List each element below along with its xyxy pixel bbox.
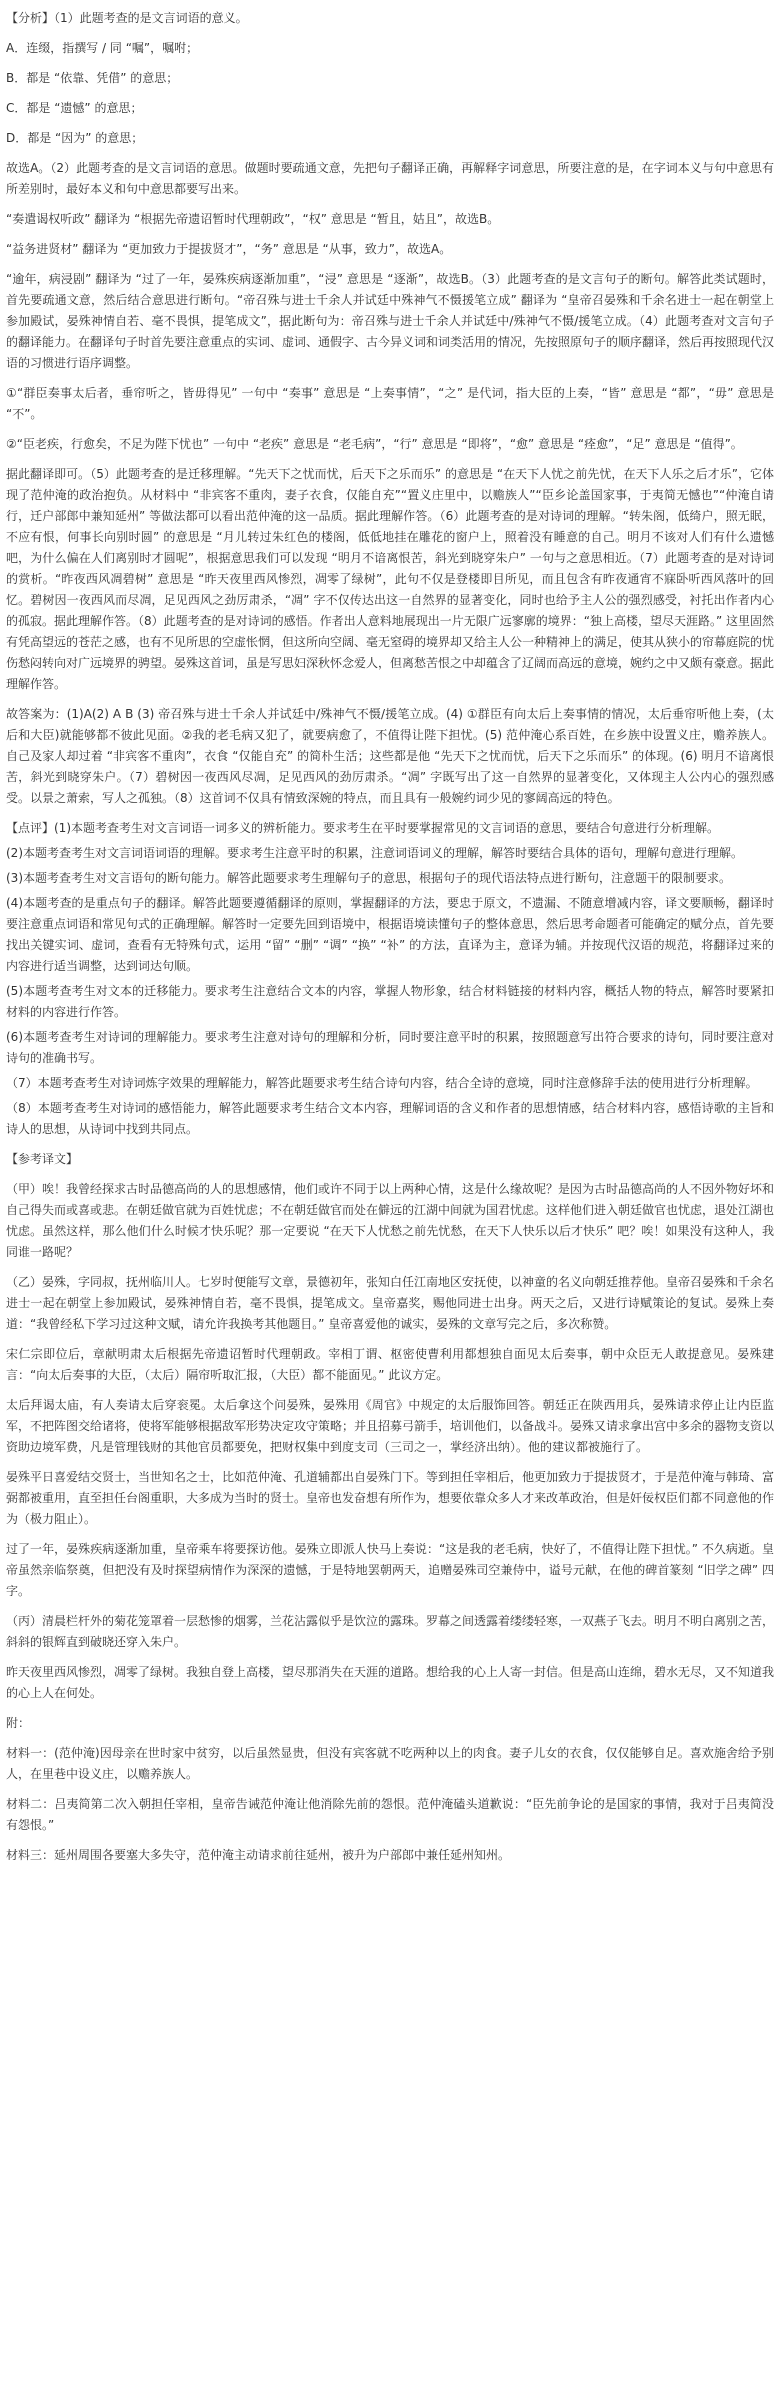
appendix-material: 材料二：吕夷简第二次入朝担任宰相，皇帝告诫范仲淹让他消除先前的怨恨。范仲淹磕头道歉说：“臣先前争论的是国家的事情，我对于吕夷简没有怨恨。”: [6, 1797, 774, 1832]
analysis-section: [6, 8, 774, 1140]
translation-paragraph: 昨天夜里西风惨烈，凋零了绿树。我独自登上高楼，望尽那消失在天涯的道路。想给我的心上人寄一封信。但是高山连绵，碧水无尽，又不知道我的心上人在何处。: [6, 1665, 775, 1700]
translation-paragraph: 宋仁宗即位后，章献明肃太后根据先帝遗诏暂时代理朝政。宰相丁谓、枢密使曹利用都想独自面见太后奏事，朝中众臣无人敢提意见。晏殊建言：“向太后奏事的大臣，（太后）隔帘听取汇报，（大臣）都不能面见。” 此议方定。: [6, 1347, 774, 1382]
analysis-paragraph: ①“群臣奏事太后者，垂帘听之，皆毋得见” 一句中 “奏事” 意思是 “上奏事情”，“之” 是代词，指大臣的上奏，“皆” 意思是 “都”，“毋” 意思是 “不”。: [6, 386, 774, 421]
comment-paragraph: (6)本题考查考生对诗词的理解能力。要求考生注意对诗句的理解和分析，同时要注意平时的积累，按照题意写出符合要求的诗句，同时要注意对诗句的准确书写。: [6, 1030, 774, 1065]
translation-heading: 【参考译文】: [6, 1152, 79, 1166]
analysis-paragraph: ②“臣老疾，行愈矣，不足为陛下忧也” 一句中 “老疾” 意思是 “老毛病”，“行” 意思是 “即将”，“愈” 意思是 “痊愈”，“足” 意思是 “值得”。: [6, 437, 743, 451]
option-b-note: B．都是 “依靠、凭借” 的意思；: [6, 71, 179, 85]
analysis-paragraph: 故选A。（2）此题考查的是文言词语的意思。做题时要疏通文意，先把句子翻译正确，再解释字词意思，所要注意的是，在字词本义与句中意思有所差别时，最好本义和句中意思都要写出来。: [6, 161, 774, 196]
comment-paragraph: （8）本题考查考生对诗词的感悟能力，解答此题要求考生结合文本内容，理解词语的含义和作者的思想情感，结合材料内容，感悟诗歌的主旨和诗人的思想，从诗词中找到共同点。: [6, 1101, 774, 1136]
appendix-material: 材料三：延州周围各要塞大多失守，范仲淹主动请求前往延州，被升为户部郎中兼任延州知州。: [6, 1848, 511, 1862]
analysis-paragraph: “奏遣谒权听政” 翻译为 “根据先帝遗诏暂时代理朝政”，“权” 意思是 “暂且，姑且”，故选B。: [6, 212, 500, 226]
appendix-heading: 附：: [6, 1716, 31, 1730]
analysis-paragraph: “益务进贤材” 翻译为 “更加致力于提拔贤才”，“务” 意思是 “从事，致力”，故选A。: [6, 242, 452, 256]
analysis-paragraph: “逾年，病浸剧” 翻译为 “过了一年，晏殊疾病逐渐加重”，“浸” 意思是 “逐渐”，故选B。（3）此题考查的是文言句子的断句。解答此类试题时，首先要疏通文意，然后结合意思进行断句。“帝召殊与进士千余人并试廷中殊神气不慑援笔立成” 翻译为 “皇帝召晏殊和千余名进士一起在朝堂上参加殿试，晏殊神情自若、毫不畏惧，提笔成文”，据此断句为：帝召殊与进士千余人并试廷中/殊神气不慑/援笔立成。（4）此题考查对文言句子的翻译能力。在翻译句子时首先要注意重点的实词、虚词、通假字、古今异义词和词类活用的情况，先按照原句子的顺序翻译，然后再按照现代汉语的习惯进行语序调整。: [6, 272, 775, 370]
appendix-section: [6, 1713, 774, 1866]
translation-paragraph: （丙）清晨栏杆外的菊花笼罩着一层愁惨的烟雾，兰花沾露似乎是饮泣的露珠。罗幕之间透露着缕缕轻寒，一双燕子飞去。明月不明白离别之苦，斜斜的银辉直到破晓还穿入朱户。: [6, 1614, 775, 1649]
option-c-note: C．都是 “遗憾” 的意思；: [6, 101, 143, 115]
translation-paragraph: 过了一年，晏殊疾病逐渐加重，皇帝乘车将要探访他。晏殊立即派人快马上奏说：“这是我的老毛病，快好了，不值得让陛下担忧。” 不久病逝。皇帝虽然亲临祭奠，但把没有及时探望病情作为深深的遗憾，于是特地罢朝两天，追赠晏殊司空兼侍中，谥号元献，在他的碑首篆刻 “旧学之碑” 四字。: [6, 1542, 774, 1598]
comment-paragraph: (4)本题考查的是重点句子的翻译。解答此题要遵循翻译的原则，掌握翻译的方法，要忠于原文，不遗漏、不随意增减内容，译文要顺畅，翻译时要注意重点词语和常见句式的正确理解。解答时一定要先回到语境中，根据语境读懂句子的整体意思，然后思考命题者可能确定的赋分点，首先要找出关键实词、虚词，查看有无特殊句式，运用 “留” “删” “调” “换” “补” 的方法，直译为主，意译为辅。并按现代汉语的规范，将翻译过来的内容进行适当调整，达到词达句顺。: [6, 896, 775, 973]
analysis-paragraph: 据此翻译即可。（5）此题考查的是迁移理解。“先天下之忧而忧，后天下之乐而乐” 的意思是 “在天下人忧之前先忧，在天下人乐之后才乐”，它体现了范仲淹的政治抱负。从材料中 “非宾客不重肉，妻子衣食，仅能自充”“置义庄里中，以赡族人”“臣乡论盖国家事，于夷简无憾也”“仲淹自请行，迁户部郎中兼知延州” 等做法都可以看出范仲淹的这一品质。据此理解作答。（6）此题考查的是对诗词的理解。“转朱阁，低绮户，照无眠，不应有恨，何事长向别时圆” 的意思是 “月儿转过朱红色的楼阁，低低地挂在雕花的窗户上，照着没有睡意的自己。明月不该对人们有什么遗憾吧，为什么偏在人们离别时才圆呢”，根据意思我们可以发现 “明月不谙离恨苦，斜光到晓穿朱户” 一句与之意思相近。（7）此题考查的是对诗词的赏析。“昨夜西风凋碧树” 意思是 “昨天夜里西风惨烈，凋零了绿树”，此句不仅是登楼即目所见，而且包含有昨夜通宵不寐卧听西风落叶的回忆。碧树因一夜西风而尽凋，足见西风之劲厉肃杀，“凋” 字不仅传达出这一自然界的显著变化，同时也给予主人公的强烈感受，衬托出作者内心的孤寂。据此理解作答。（8）此题考查的是对诗词的感悟。作者出人意料地展现出一片无限广远寥廓的境界：“独上高楼，望尽天涯路。” 这里固然有凭高望远的苍茫之感，也有不见所思的空虚怅惘，但这所向空阔、毫无窒碍的境界却又给主人公一种精神上的满足，使其从狭小的帘幕庭院的忧伤愁闷转向对广远境界的骋望。晏殊这首词，虽是写思妇深秋怀念爱人，但离愁苦恨之中却蕴含了辽阔而高远的意境，婉约之中又颇有豪意。据此理解作答。: [6, 467, 775, 691]
comment-paragraph: （7）本题考查考生对诗词炼字效果的理解能力，解答此题要求考生结合诗句内容，结合全诗的意境，同时注意修辞手法的使用进行分析理解。: [6, 1076, 758, 1090]
comment-paragraph: 【点评】(1)本题考查考生对文言词语一词多义的辨析能力。要求考生在平时要掌握常见的文言词语的意思，要结合句意进行分析理解。: [6, 821, 720, 835]
answer-summary: 故答案为：(1)A(2) A B (3) 帝召殊与进士千余人并试廷中/殊神气不慑/援笔立成。(4) ①群臣有向太后上奏事情的情况，太后垂帘听他上奏，(太后和大臣)就能够都不彼此见面。②我的老毛病又犯了，就要病愈了，不值得让陛下担忧。(5) 范仲淹心系百姓，在乡族中设置义庄，赡养族人。自己及家人却过着 “非宾客不重肉”，衣食 “仅能自充” 的简朴生活；这些都是他 “先天下之忧而忧，后天下之乐而乐” 的体现。(6) 明月不谙离恨苦，斜光到晓穿朱户。（7）碧树因一夜西风尽凋，足见西风的劲厉肃杀。“凋” 字既写出了这一自然界的显著变化，又体现主人公内心的强烈感受。以景之萧索，写人之孤独。（8）这首词不仅具有情致深婉的特点，而且具有一般婉约词少见的寥阔高远的特色。: [6, 707, 774, 805]
translation-section: [6, 1149, 774, 1704]
translation-paragraph: 晏殊平日喜爱结交贤士，当世知名之士，比如范仲淹、孔道辅都出自晏殊门下。等到担任宰相后，他更加致力于提拔贤才，于是范仲淹与韩琦、富弼都被重用，直至担任台阁重职，大多成为当时的贤士。皇帝也发奋想有所作为，想要依靠众多人才来改革政治，但是奸佞权臣们都不同意他的作为（极力阻止）。: [6, 1470, 775, 1526]
translation-paragraph: 太后拜谒太庙，有人奏请太后穿衮冕。太后拿这个问晏殊，晏殊用《周官》中规定的太后服饰回答。朝廷正在陕西用兵，晏殊请求停止让内臣监军，不把阵图交给诸将，使将军能够根据敌军形势决定攻守策略；并且招募弓箭手，培训他们，以备战斗。晏殊又请求拿出宫中多余的器物支资以资助边境军费，凡是管理钱财的其他官员都要免，把财权集中到度支司（三司之一，掌经济出纳）。他的建议都被施行了。: [6, 1398, 775, 1454]
translation-paragraph: （乙）晏殊，字同叔，抚州临川人。七岁时便能写文章，景德初年，张知白任江南地区安抚使，以神童的名义向朝廷推荐他。皇帝召晏殊和千余名进士一起在朝堂上参加殿试，晏殊神情自若，毫不畏惧，提笔成文。皇帝嘉奖，赐他同进士出身。两天之后，又进行诗赋策论的复试。晏殊上奏道：“我曾经私下学习过这种文赋，请允许我换考其他题目。” 皇帝喜爱他的诚实，晏殊的文章写完之后，多次称赞。: [6, 1275, 775, 1331]
comment-paragraph: (5)本题考查考生对文本的迁移能力。要求考生注意结合文本的内容，掌握人物形象，结合材料链接的材料内容，概括人物的特点，解答时要紧扣材料的内容进行作答。: [6, 984, 774, 1019]
translation-paragraph: （甲）唉！我曾经探求古时品德高尚的人的思想感情，他们或许不同于以上两种心情，这是什么缘故呢？是因为古时品德高尚的人不因外物好坏和自己得失而或喜或悲。在朝廷做官就为百姓忧虑；不在朝廷做官而处在僻远的江湖中间就为国君忧虑。这样他们进入朝廷做官也忧虑，退处江湖也忧虑。虽然这样，那么他们什么时候才快乐呢？那一定要说 “在天下人忧愁之前先忧愁，在天下人快乐以后才快乐” 吧？唉！如果没有这种人，我同谁一路呢？: [6, 1182, 775, 1259]
analysis-heading-paragraph: 【分析】（1）此题考查的是文言词语的意义。: [6, 11, 248, 25]
option-a-note: A．连缀，指撰写 / 同 “嘱”，嘱咐；: [6, 41, 199, 55]
option-d-note: D．都是 “因为” 的意思；: [6, 131, 144, 145]
comment-paragraph: (2)本题考查考生对文言词语词语的理解。要求考生注意平时的积累，注意词语词义的理解，解答时要结合具体的语句，理解句意进行理解。: [6, 846, 744, 860]
appendix-material: 材料一：(范仲淹)因母亲在世时家中贫穷，以后虽然显贵，但没有宾客就不吃两种以上的肉食。妻子儿女的衣食，仅仅能够自足。喜欢施舍给予别人，在里巷中设义庄，以赡养族人。: [6, 1746, 774, 1781]
comment-paragraph: (3)本题考查考生对文言语句的断句能力。解答此题要求考生理解句子的意思，根据句子的现代语法特点进行断句，注意题干的限制要求。: [6, 871, 732, 885]
